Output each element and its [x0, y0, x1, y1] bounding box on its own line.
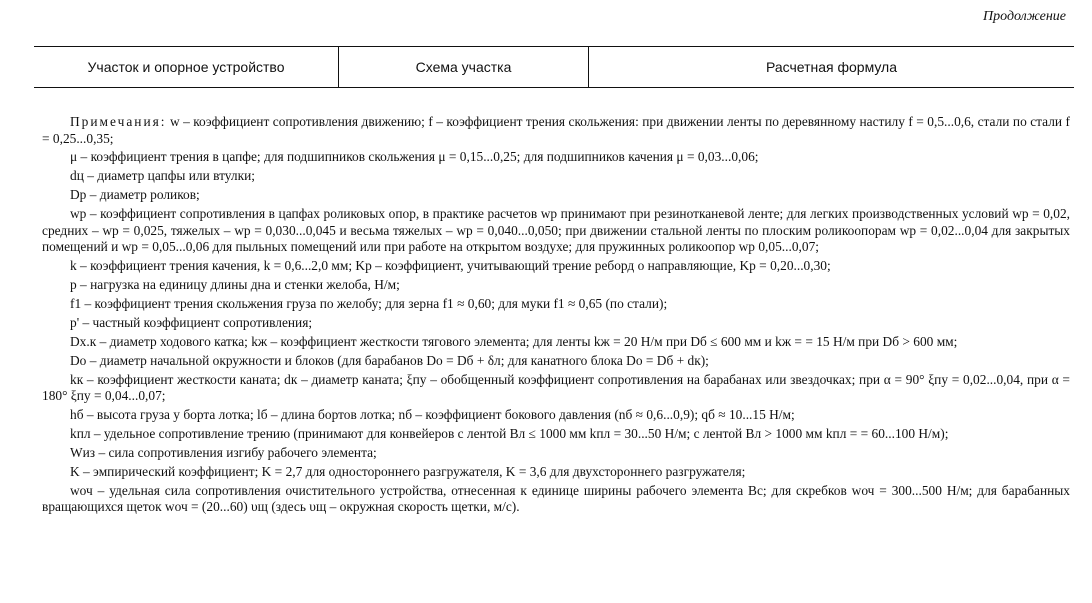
note-item: K – эмпирический коэффициент; K = 2,7 для одностороннего разгружателя, K = 3,6 для двухстороннего разгружателя; [70, 463, 746, 479]
header-section-support: Участок и опорное устройство [34, 47, 339, 87]
note-item: Dо – диаметр начальной окружности и блоков (для барабанов Dо = Dб + δл; для канатного блока Dо = Dб + dк); [70, 352, 709, 368]
note-item: wр – коэффициент сопротивления в цапфах роликовых опор, в практике расчетов wр принимают при резинотканевой ленте; для легких производственных условий wр = 0,02, средних – wр = 0,025, тяжелых – wр = 0,030...0,045 и весьма тяжелых – wр = 0,040...0,050; при движении стальной ленты по плоским роликоопорам wр = 0,02...0,04 для закрытых помещений и wр = 0,05...0,06 для пыльных помещений или при работе на открытом воздухе; для пружинных роликоопор wр 0,05...0,07; [42, 206, 1070, 255]
header-section-scheme: Схема участка [339, 47, 589, 87]
notes-heading: Примечания: [70, 114, 167, 129]
note-item: p' – частный коэффициент сопротивления; [70, 314, 313, 330]
continuation-label: Продолжение [983, 9, 1066, 24]
header-formula: Расчетная формула [765, 59, 898, 75]
note-item: Dх.к – диаметр ходового катка; kж – коэффициент жесткости тягового элемента; для ленты kж = 20 Н/м при Dб ≤ 600 мм и kж = = 15 Н/м при Dб > 600 мм; [70, 333, 958, 349]
note-item: f1 – коэффициент трения скольжения груза по желобу; для зерна f1 ≈ 0,60; для муки f1 ≈ 0,65 (по стали); [70, 296, 668, 312]
note-item: p – нагрузка на единицу длины дна и стенки желоба, Н/м; [70, 277, 400, 293]
note-item: kпл – удельное сопротивление трению (принимают для конвейеров с лентой Bл ≤ 1000 мм kпл = 30...50 Н/м; с лентой Bл > 1000 мм kпл = = 60...100 Н/м); [70, 425, 949, 441]
note-item: Dр – диаметр роликов; [70, 187, 200, 203]
note-item: wоч – удельная сила сопротивления очистительного устройства, отнесенная к единице ширины рабочего элемента Bс; для скребков wоч = 300...500 Н/м; для барабанных вращающихся щеток wоч = (20...60) υщ (здесь υщ – окружная скорость щетки, м/с). [42, 482, 1070, 515]
note-item: μ – коэффициент трения в цапфе; для подшипников скольжения μ = 0,15...0,25; для подшипников качения μ = 0,03...0,06; [70, 149, 759, 165]
note-item [42, 114, 1070, 147]
note-item: k – коэффициент трения качения, k = 0,6...2,0 мм; Kр – коэффициент, учитывающий трение реборд о направляющие, Kр = 0,20...0,30; [70, 258, 831, 274]
note-text: w – коэффициент сопротивления движению; f – коэффициент трения скольжения: при движении ленты по деревянному настилу f = 0,5...0,6, стали по стали f = 0,25...0,35; [42, 114, 1070, 146]
note-item: kк – коэффициент жесткости каната; dк – диаметр каната; ξпу – обобщенный коэффициент сопротивления на барабанах или звездочках; при α = 90° ξпу = 0,02...0,04, при α = 180° ξпу = 0,04...0,07; [42, 371, 1070, 404]
note-item: Wиз – сила сопротивления изгибу рабочего элемента; [70, 444, 377, 460]
table-header [34, 46, 1074, 88]
note-item: hб – высота груза у борта лотка; lб – длина бортов лотка; nб – коэффициент бокового давления (nб ≈ 0,6...0,9); qб ≈ 10...15 Н/м; [70, 407, 795, 423]
note-item: dц – диаметр цапфы или втулки; [70, 168, 255, 184]
notes-block [42, 114, 1070, 518]
